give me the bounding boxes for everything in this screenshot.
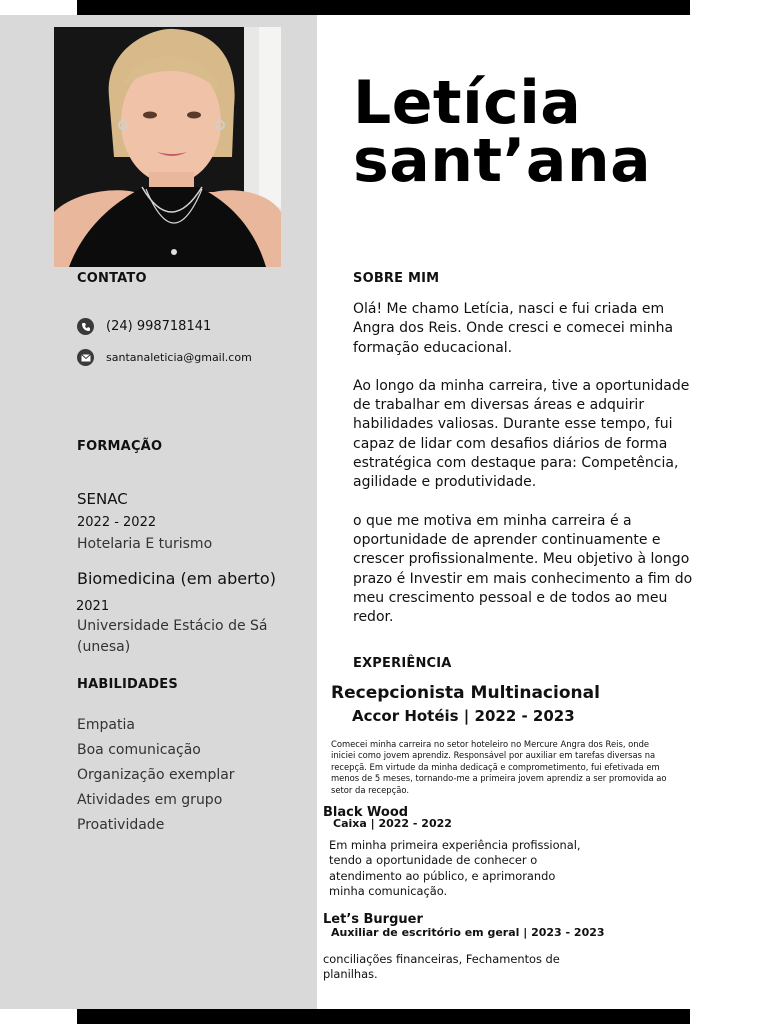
about-paragraph: o que me motiva em minha carreira é a oportunidade de aprender continuamente e crescer profissionalmente. Meu objetivo à longo prazo é Investir em mais conhecimento a fim do meu crescimento pessoal e de todos ao meu redor. xyxy=(353,512,693,626)
education-course-2: Universidade Estácio de Sá (unesa) xyxy=(77,618,268,655)
top-bar xyxy=(77,0,690,15)
profile-photo xyxy=(54,27,281,267)
phone-number[interactable]: (24) 998718141 xyxy=(106,319,212,334)
email-address[interactable]: santanaleticia@gmail.com xyxy=(106,351,252,364)
education-years-2: 2021 xyxy=(76,599,110,614)
person-name xyxy=(353,68,652,196)
job-subtitle-1: Accor Hotéis | 2022 - 2023 xyxy=(352,707,575,725)
job-subtitle-2: Caixa | 2022 - 2022 xyxy=(333,817,452,830)
name-first: Letícia xyxy=(353,68,582,138)
education-institution-1: SENAC xyxy=(77,490,128,508)
about-text xyxy=(353,300,693,646)
skill-item: Organização exemplar xyxy=(77,767,235,783)
contact-phone-row xyxy=(77,318,211,335)
job-title-3: Let’s Burguer xyxy=(323,912,423,927)
skills-heading: HABILIDADES xyxy=(77,677,178,692)
skills-list xyxy=(77,713,235,838)
job-subtitle-3: Auxiliar de escritório em geral | 2023 - 2023 xyxy=(331,926,605,939)
job-description-1: Comecei minha carreira no setor hoteleiro no Mercure Angra dos Reis, onde iniciei como jovem aprendiz. Responsável por auxiliar em tarefas diversas na recepçã. Em virtude da minha dedicaçã e comprometimento, fui efetivada em menos de 5 meses, tornando-me a primeira jovem aprendiz a ser promovida ao setor da recepção. xyxy=(331,739,667,795)
skill-item: Boa comunicação xyxy=(77,742,201,758)
education-course-1: Hotelaria E turismo xyxy=(77,536,213,552)
job-title-1: Recepcionista Multinacional xyxy=(331,683,600,703)
mail-icon xyxy=(77,349,94,366)
name-last: sant’ana xyxy=(353,126,652,196)
skill-item: Empatia xyxy=(77,717,135,733)
contact-heading: CONTATO xyxy=(77,271,147,286)
skill-item: Atividades em grupo xyxy=(77,792,223,808)
job-title-2: Black Wood xyxy=(323,805,409,820)
skill-item: Proatividade xyxy=(77,817,165,833)
contact-email-row xyxy=(77,349,252,366)
education-institution-2: Biomedicina (em aberto) xyxy=(77,569,276,588)
bottom-bar xyxy=(77,1009,690,1024)
about-paragraph: Olá! Me chamo Letícia, nasci e fui criada em Angra dos Reis. Onde cresci e comecei minha formação educacional. xyxy=(353,301,674,356)
about-paragraph: Ao longo da minha carreira, tive a oportunidade de trabalhar em diversas áreas e adquirir habilidades valiosas. Durante esse tempo, fui capaz de lidar com desafios diários de forma estratégica com destaque para: Competência, agilidade e produtividade. xyxy=(353,377,690,491)
experience-heading: EXPERIÊNCIA xyxy=(353,656,452,671)
education-years-1: 2022 - 2022 xyxy=(77,515,157,530)
phone-icon xyxy=(77,318,94,335)
job-description-3: conciliações financeiras, Fechamentos de planilhas. xyxy=(323,952,560,982)
job-description-2: Em minha primeira experiência profissional, tendo a oportunidade de conhecer o atendimento ao público, e aprimorando minha comunicação. xyxy=(329,838,581,899)
about-heading: SOBRE MIM xyxy=(353,271,440,286)
education-heading: FORMAÇÃO xyxy=(77,439,163,454)
